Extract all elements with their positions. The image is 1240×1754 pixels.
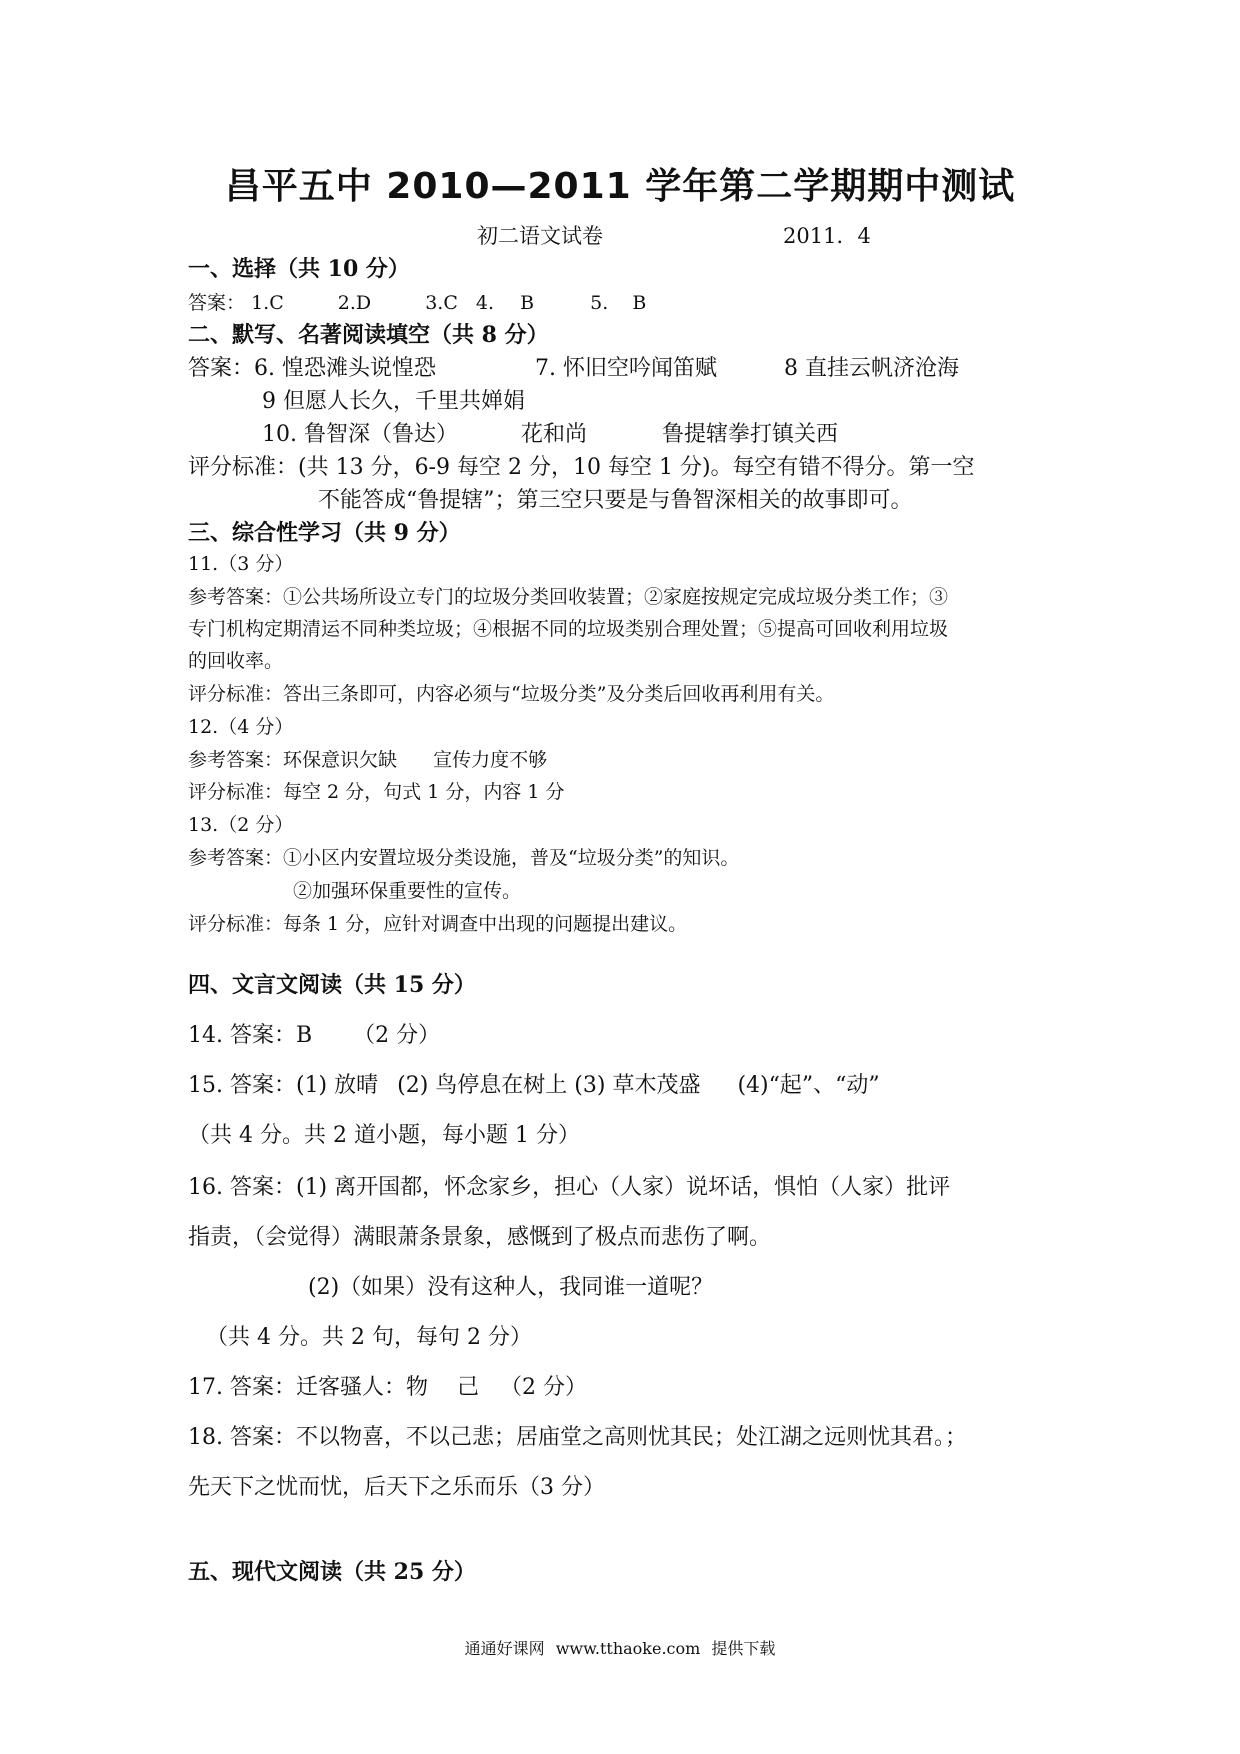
- answer-10b: 花和尚: [520, 422, 587, 447]
- q15-answer-1: 15. 答案：(1) 放晴: [188, 1073, 379, 1098]
- q14-answer: [188, 1018, 440, 1049]
- q18-answer-2: 先天下之忧而忧，后天下之乐而乐（3 分）: [188, 1475, 605, 1500]
- answer-5-val: B: [632, 292, 647, 314]
- answer-3: 3.C: [425, 292, 458, 314]
- paper-subtitle: 初二语文试卷: [477, 224, 603, 248]
- section2-scoring-1: 评分标准：(共 13 分，6-9 每空 2 分，10 每空 1 分)。每空有错不得分。第一空: [188, 455, 975, 480]
- q12-answer-b: 宣传力度不够: [433, 749, 548, 771]
- section2-line2: 9 但愿人长久，千里共婵娟: [262, 389, 525, 414]
- q15-note: （共 4 分。共 2 道小题，每小题 1 分）: [188, 1123, 580, 1148]
- answer-2: 2.D: [337, 292, 372, 314]
- section2-line1: [188, 351, 959, 382]
- q16-note: （共 4 分。共 2 句，每句 2 分）: [206, 1325, 532, 1350]
- q17-answer: [188, 1370, 587, 1401]
- footer-suffix: 提供下载: [711, 1639, 776, 1658]
- answer-4-num: 4.: [475, 292, 495, 314]
- answer-4-val: B: [520, 292, 535, 314]
- q12-answer-a: 参考答案：环保意识欠缺: [188, 749, 398, 771]
- q14-answer-text: 14. 答案：B: [188, 1023, 313, 1048]
- q16-answer-1: 16. 答案：(1) 离开国都，怀念家乡，担心（人家）说坏话，惧怕（人家）批评: [188, 1175, 951, 1200]
- q12-label: 12.（4 分）: [188, 716, 294, 738]
- q17-answer-b: 己: [456, 1375, 479, 1400]
- q17-score: （2 分）: [500, 1375, 587, 1400]
- q15-answer-2: (2) 鸟停息在树上 (3) 草木茂盛: [397, 1073, 701, 1098]
- section1-heading: 一、选择（共 10 分）: [188, 256, 410, 282]
- answer-7: 7. 怀旧空吟闻笛赋: [534, 356, 717, 381]
- answer-10c: 鲁提辖拳打镇关西: [662, 422, 839, 447]
- answer-10a: 10. 鲁智深（鲁达）: [262, 422, 458, 447]
- answer-6: 答案：6. 惶恐滩头说惶恐: [188, 356, 436, 381]
- q16-answer-3: (2)（如果）没有这种人，我同谁一道呢？: [308, 1275, 714, 1300]
- section2-heading: 二、默写、名著阅读填空（共 8 分）: [188, 322, 549, 348]
- q13-label: 13.（2 分）: [188, 814, 294, 836]
- q13-answer-2: ②加强环保重要性的宣传。: [293, 880, 522, 902]
- section2-scoring-2: 不能答成“鲁提辖”；第三空只要是与鲁智深相关的故事即可。: [318, 488, 913, 513]
- q15-answer-4: (4)“起”、“动”: [737, 1073, 880, 1098]
- q14-score: （2 分）: [353, 1023, 441, 1048]
- page-footer: [0, 1636, 1240, 1659]
- q11-scoring: 评分标准：答出三条即可，内容必须与“垃圾分类”及分类后回收再利用有关。: [188, 683, 835, 705]
- answer-1: 1.C: [251, 292, 284, 314]
- q13-answer-1: 参考答案：①小区内安置垃圾分类设施，普及“垃圾分类”的知识。: [188, 847, 740, 869]
- section5-heading: 五、现代文阅读（共 25 分）: [188, 1559, 476, 1585]
- footer-url: www.tthaoke.com: [555, 1639, 701, 1658]
- answer-label: 答案：: [188, 292, 246, 314]
- answer-8: 8 直挂云帆济沧海: [783, 356, 959, 381]
- section1-answers: [188, 288, 646, 315]
- paper-date: 2011．4: [783, 224, 871, 248]
- q11-answer-2: 专门机构定期清运不同种类垃圾；④根据不同的垃圾类别合理处置；⑤提高可回收利用垃圾: [188, 618, 949, 640]
- q18-answer-1: 18. 答案：不以物喜，不以己悲；居庙堂之高则忧其民；处江湖之远则忧其君。；: [188, 1425, 967, 1450]
- q12-answer: [188, 745, 547, 772]
- q13-scoring: 评分标准：每条 1 分，应针对调查中出现的问题提出建议。: [188, 913, 688, 935]
- section2-line3: [262, 417, 838, 448]
- page-title: 昌平五中 2010—2011 学年第二学期期中测试: [224, 166, 1016, 207]
- answer-5-num: 5.: [590, 292, 609, 314]
- q12-scoring: 评分标准：每空 2 分，句式 1 分，内容 1 分: [188, 781, 565, 803]
- section3-heading: 三、综合性学习（共 9 分）: [188, 520, 461, 546]
- q16-answer-2: 指责，（会觉得）满眼萧条景象，感慨到了极点而悲伤了啊。: [188, 1225, 772, 1250]
- q11-answer-3: 的回收率。: [188, 650, 284, 672]
- q11-answer-1: 参考答案：①公共场所设立专门的垃圾分类回收装置；②家庭按规定完成垃圾分类工作；③: [188, 586, 949, 608]
- section4-heading: 四、文言文阅读（共 15 分）: [188, 972, 476, 998]
- footer-site-name: 通通好课网: [464, 1639, 545, 1658]
- q15-answer: [188, 1068, 880, 1099]
- q17-answer-a: 17. 答案：迁客骚人：物: [188, 1375, 428, 1400]
- q11-label: 11.（3 分）: [188, 553, 294, 575]
